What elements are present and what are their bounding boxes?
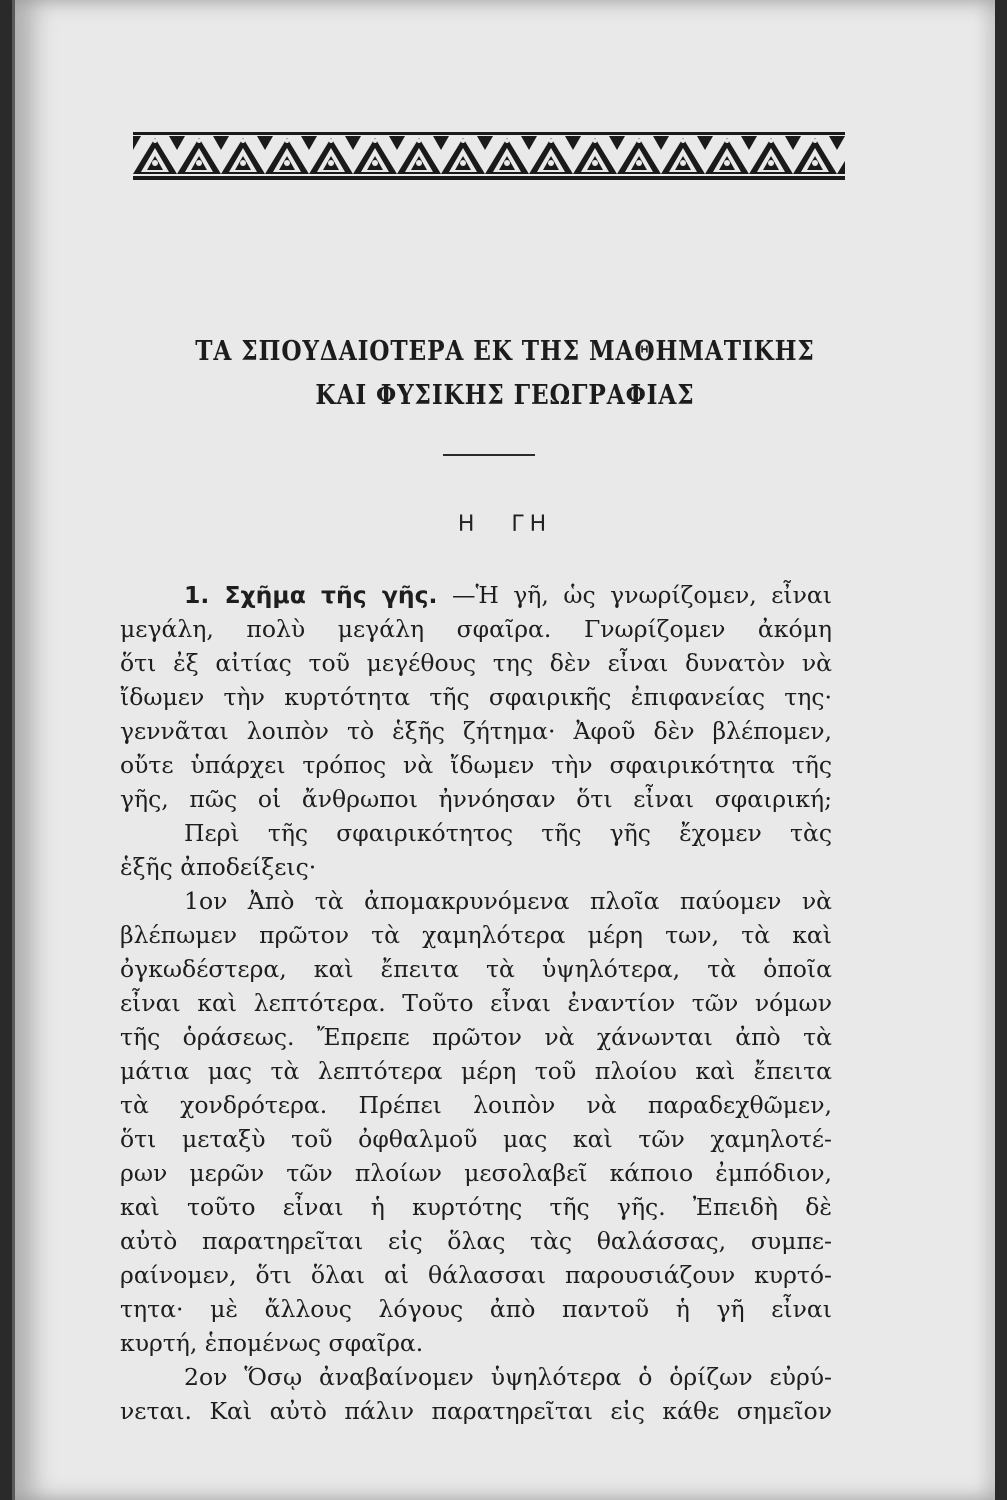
text-line: τῆς ὁράσεως. Ἔπρεπε πρῶτον νὰ χάνωνται ἀπὸ τὰ xyxy=(120,1023,832,1051)
title-divider xyxy=(443,454,535,456)
text-line: καὶ τοῦτο εἶναι ἡ κυρτότης τῆς γῆς. Ἐπειδὴ δὲ xyxy=(120,1193,832,1221)
text-line: γεννᾶται λοιπὸν τὸ ἑξῆς ζήτημα· Ἀφοῦ δὲν βλέπομεν, xyxy=(120,717,832,745)
text-line: ὅτι ἐξ αἰτίας τοῦ μεγέθους της δὲν εἶναι δυνατὸν νὰ xyxy=(120,649,832,677)
text-line: μεγάλη, πολὺ μεγάλη σφαῖρα. Γνωρίζομεν ἀκόμη xyxy=(120,615,832,643)
text-line: ραίνομεν, ὅτι ὅλαι αἱ θάλασσαι παρουσιάζουν κυρτό- xyxy=(120,1261,832,1289)
text-line: τητα· μὲ ἄλλους λόγους ἀπὸ παντοῦ ἡ γῆ εἶναι xyxy=(120,1295,832,1323)
text-line: ἑξῆς ἀποδείξεις· xyxy=(120,853,317,881)
text-line: αὐτὸ παρατηρεῖται εἰς ὅλας τὰς θαλάσσας, συμπε- xyxy=(120,1227,832,1255)
text-line: βλέπωμεν πρῶτον τὰ χαμηλότερα μέρη των, τὰ καὶ xyxy=(120,921,832,949)
book-page xyxy=(12,0,995,1500)
text-line: ρων μερῶν τῶν πλοίων μεσολαβεῖ κάποιο ἐμπόδιον, xyxy=(120,1159,832,1187)
decorative-border-ornament xyxy=(133,132,845,180)
text-line: εἶναι καὶ λεπτότερα. Τοῦτο εἶναι ἐναντίον τῶν νόμων xyxy=(120,989,832,1017)
text-line: νεται. Καὶ αὐτὸ πάλιν παρατηρεῖται εἰς κάθε σημεῖον xyxy=(120,1397,832,1425)
text-line: τὰ χονδρότερα. Πρέπει λοιπὸν νὰ παραδεχθῶμεν, xyxy=(120,1091,832,1119)
text-line: 1ον Ἀπὸ τὰ ἀπομακρυνόμενα πλοῖα παύομεν νὰ xyxy=(184,887,832,915)
text-line: κυρτή, ἑπομένως σφαῖρα. xyxy=(120,1329,424,1357)
text-line: Περὶ τῆς σφαιρικότητος τῆς γῆς ἔχομεν τὰς xyxy=(184,819,832,847)
text-line: ἴδωμεν τὴν κυρτότητα τῆς σφαιρικῆς ἐπιφανείας της· xyxy=(120,683,832,711)
section-title: Η ΓΗ xyxy=(457,512,553,537)
text-line: 1. Σχῆμα τῆς γῆς. —Ἡ γῆ, ὡς γνωρίζομεν, εἶναι xyxy=(184,581,832,609)
title-line-1: ΤΑ ΣΠΟΥΔΑΙΟΤΕΡΑ ΕΚ ΤΗΣ ΜΑΘΗΜΑΤΙΚΗΣ xyxy=(195,336,815,367)
text-line: οὔτε ὑπάρχει τρόπος νὰ ἴδωμεν τὴν σφαιρικότητα τῆς xyxy=(120,751,832,779)
paragraph-heading: 1. Σχῆμα τῆς γῆς. xyxy=(184,581,438,609)
title-line-2: ΚΑΙ ΦΥΣΙΚΗΣ ΓΕΩΓΡΑΦΙΑΣ xyxy=(315,380,695,411)
text-line: ὅτι μεταξὺ τοῦ ὀφθαλμοῦ μας καὶ τῶν χαμηλοτέ- xyxy=(120,1125,832,1153)
text-line: ὀγκωδέστερα, καὶ ἔπειτα τὰ ὑψηλότερα, τὰ ὁποῖα xyxy=(120,955,832,983)
text-line: 2ον Ὅσῳ ἀναβαίνομεν ὑψηλότερα ὁ ὁρίζων εὐρύ- xyxy=(184,1363,832,1391)
text-line: γῆς, πῶς οἱ ἄνθρωποι ἠννόησαν ὅτι εἶναι σφαιρική; xyxy=(120,785,832,813)
text-line: μάτια μας τὰ λεπτότερα μέρη τοῦ πλοίου καὶ ἔπειτα xyxy=(120,1057,832,1085)
